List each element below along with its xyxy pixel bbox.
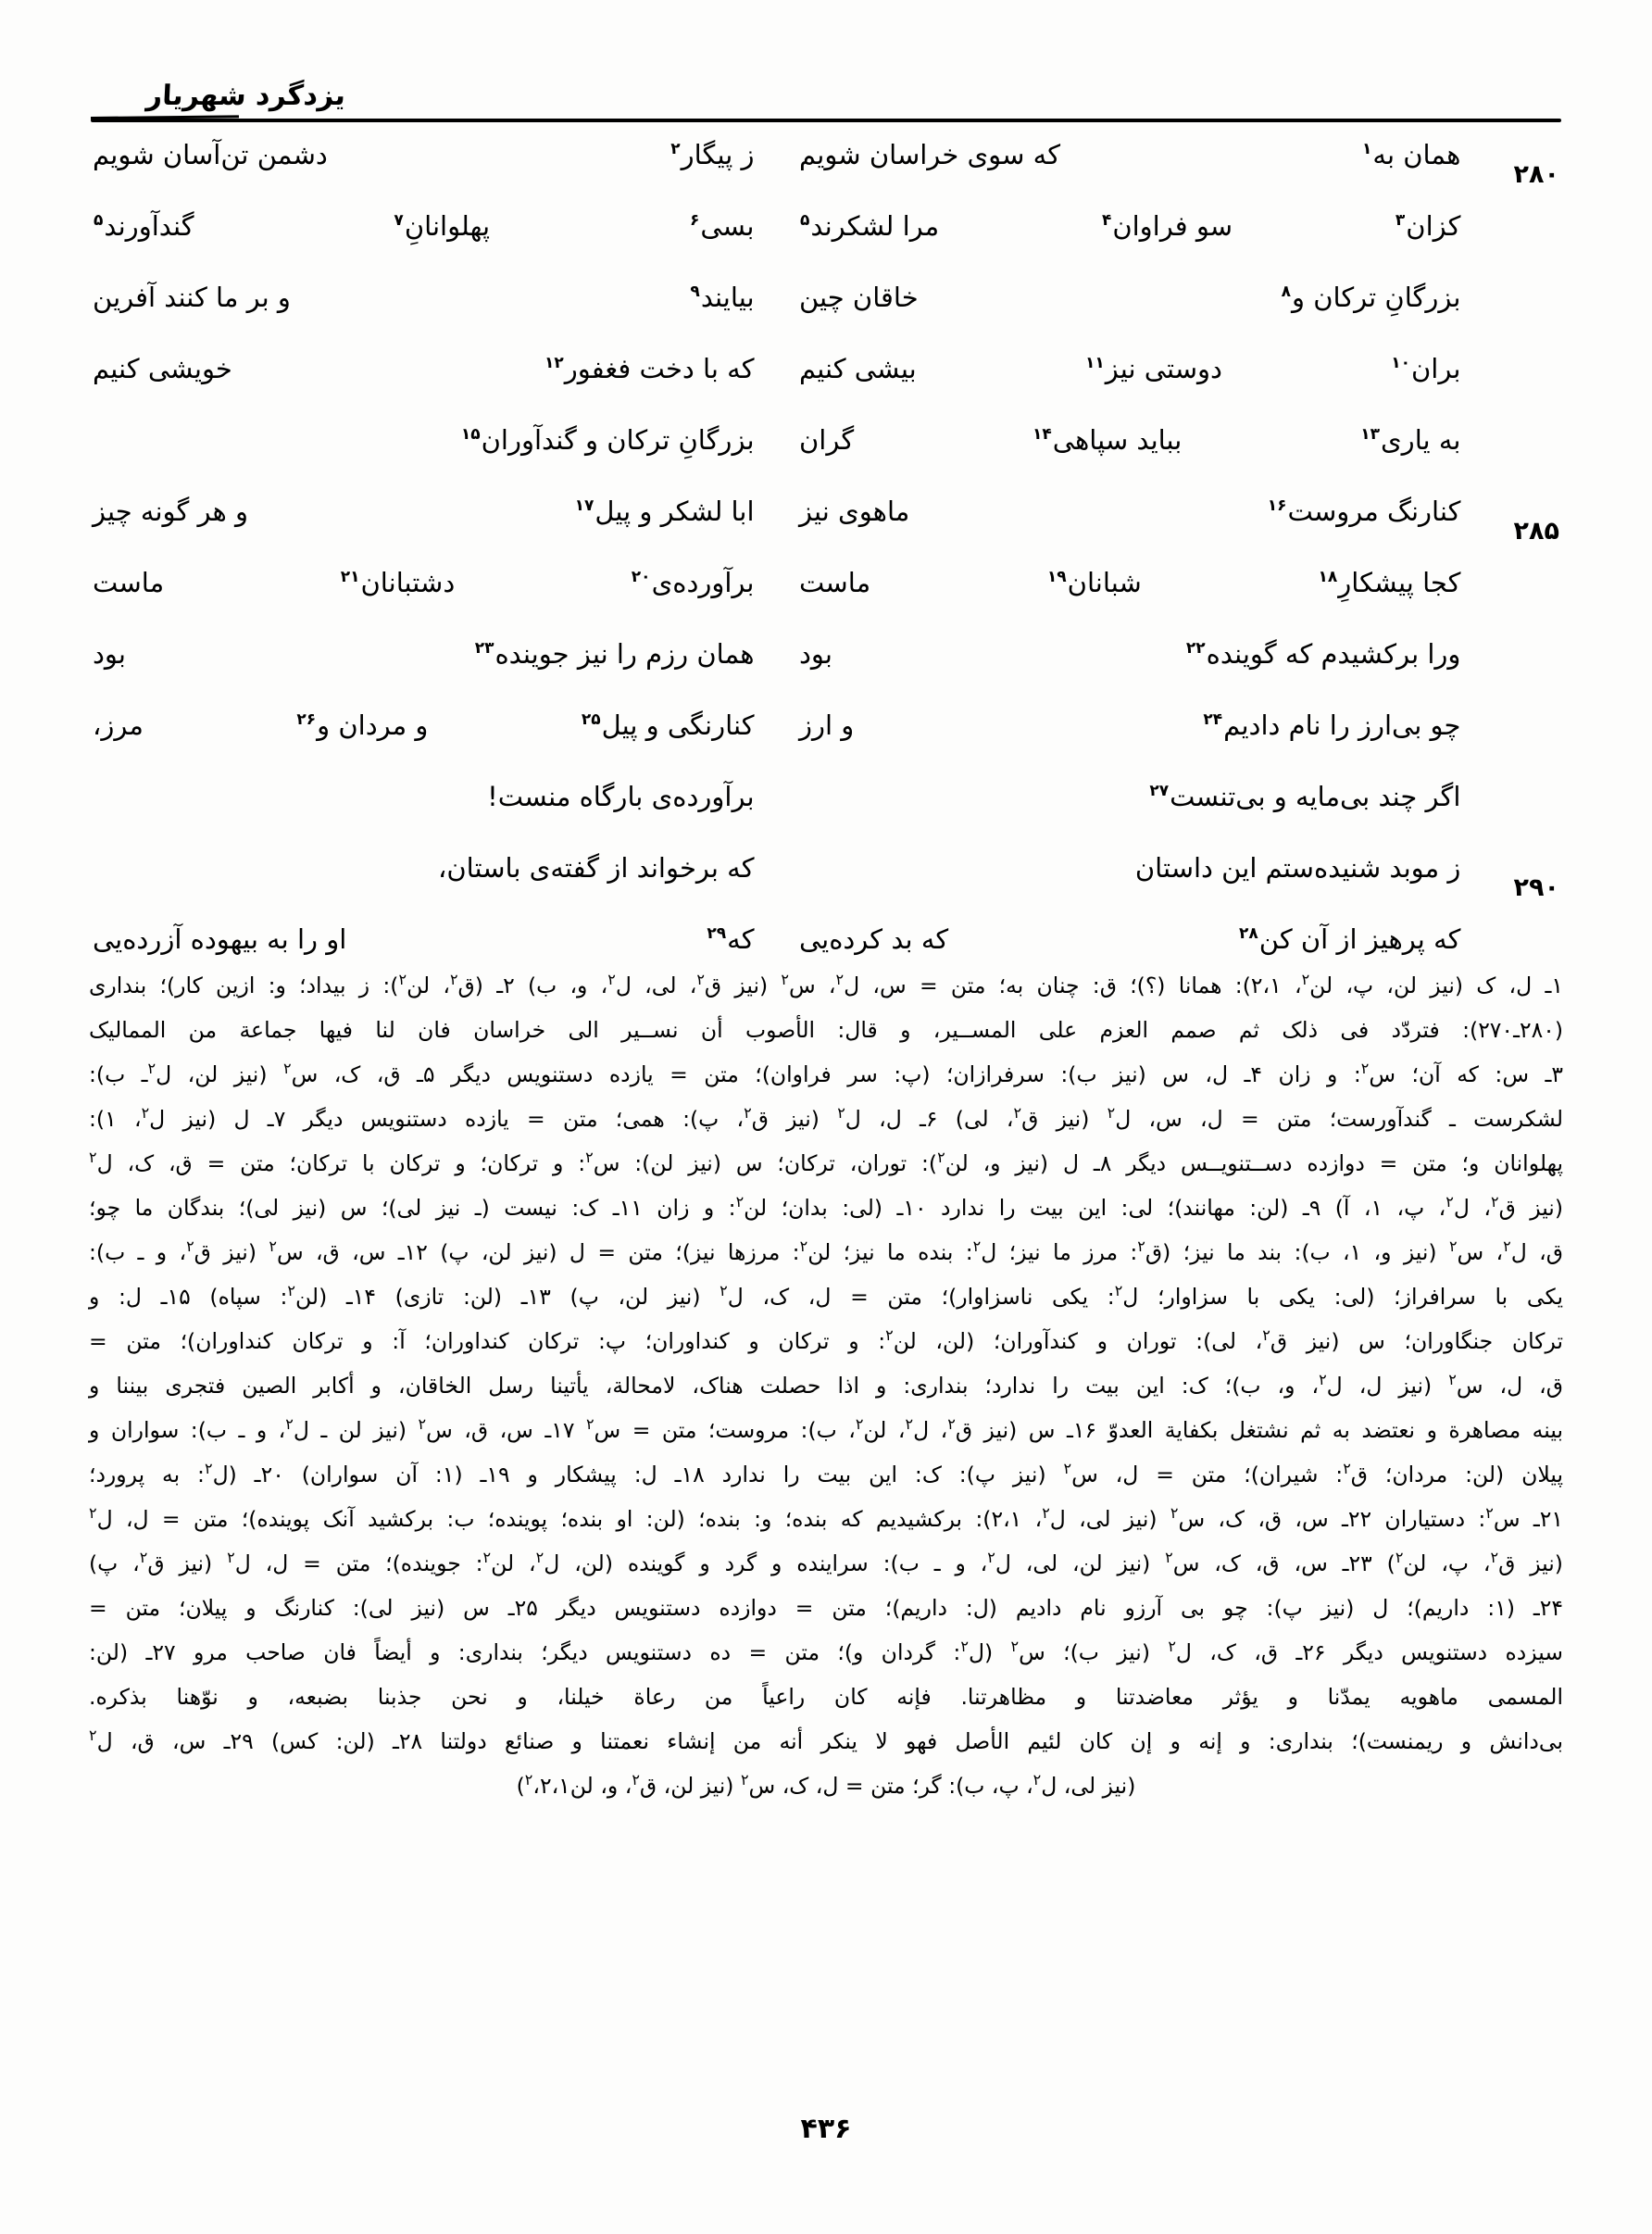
- critical-apparatus: [89, 963, 1563, 1808]
- column-gap: [755, 709, 799, 781]
- hemistich-right: کنارنگ مروست$^{۱۶}$ ماهوی نیز: [798, 496, 1461, 527]
- column-gap: [755, 210, 799, 282]
- apparatus-line: سیزده دستنویس دیگر ۲۶ـ ق، ک، ل$^۲$ (نیز ب)؛ س$^۲$ (ل$^۲$: گردان و)؛ متن = ده دستنویس دیگر؛ بنداری: و أیضاً فان صاحب مرو ۲۷ـ (لن:: [89, 1638, 1563, 1665]
- column-gap: [755, 638, 799, 709]
- apparatus-line: بینه مصاهرة و نعتضد به ثم نشتغل بکفایة العدوّ ۱۶ـ س (نیز ق$^۲$، ل$^۲$، لن$^۲$، ب): مروست؛ متن = س$^۲$ ۱۷ـ س، ق، س$^۲$ (نیز لن ـ ل$^۲$، و ـ ب): سواران و: [89, 1415, 1563, 1443]
- apparatus-line: لشکرست ـ گندآورست؛ متن = ل، س، ل$^۲$ (نیز ق$^۲$، لی) ۶ـ ل، ل$^۲$ (نیز ق$^۲$، پ): همی؛ متن = یازده دستنویس دیگر ۷ـ ل (نیز ل$^۲$، ۱):: [89, 1104, 1563, 1132]
- hemistich-left: که با دخت فغفور$^{۱۲}$ خویشی کنیم: [93, 353, 755, 384]
- apparatus-line: ق، ل$^۲$، س$^۲$ (نیز و، ۱، ب): بند ما نیز؛ (ق$^۲$: مرز ما نیز؛ ل$^۲$: بنده ما نیز؛ لن$^۲$: مرزها نیز)؛ متن = ل (نیز لن، پ) ۱۲ـ س، ق، س$^۲$ (نیز ق$^۲$، و ـ ب):: [89, 1237, 1563, 1265]
- apparatus-line: پیلان (لن: مردان؛ ق$^۲$: شیران)؛ متن = ل، س$^۲$ (نیز پ): ک: این بیت را ندارد ۱۸ـ ل: پیشکار و ۱۹ـ (۱: آن سواران) ۲۰ـ (ل$^۲$: به پرورد؛: [89, 1460, 1563, 1487]
- verse-number: [1460, 424, 1559, 496]
- verse-row: [93, 282, 1559, 353]
- hemistich-right: چو بی‌ارز را نام دادیم$^{۲۴}$ و ارز: [798, 709, 1461, 741]
- verse-row: [93, 781, 1559, 852]
- column-gap: [755, 567, 799, 638]
- folio-number: ۴۳۶: [800, 2113, 852, 2145]
- hemistich-right: ورا برکشیدم که گوینده$^{۲۲}$ بود: [798, 638, 1461, 670]
- verse-row: [93, 496, 1559, 567]
- column-gap: [755, 139, 799, 210]
- apparatus-line: پهلوانان و؛ متن = دوازده دســتنویــس دیگر ۸ـ ل (نیز و، لن$^۲$): توران، ترکان؛ س (نیز لن): س$^۲$: و ترکان؛ و ترکان با ترکان؛ متن = ق، ک، ل$^۲$: [89, 1148, 1563, 1176]
- apparatus-line: بی‌دانش و ریمنست)؛ بنداری: و إنه و إن کان لئیم الأصل فهو لا ینکر أنه من إنشاء نعمتنا و صنائع دولتنا ۲۸ـ (لن: کس) ۲۹ـ س، ق، ل$^۲$: [89, 1726, 1563, 1754]
- column-gap: [755, 496, 799, 567]
- verse-number: [1460, 709, 1559, 781]
- apparatus-line: ۲۴ـ (۱: داریم)؛ ل (نیز پ): چو بی آرزو نام دادیم (ل: داریم)؛ متن = دوازده دستنویس دیگر ۲۵ـ س (نیز لی): کنارنگ و پیلان؛ متن =: [89, 1595, 1563, 1621]
- verse-row: [93, 139, 1559, 210]
- column-gap: [755, 353, 799, 424]
- verse-number: ۲۹۰: [1513, 873, 1559, 902]
- hemistich-left: بیایند$^۹$ و بر ما کنند آفرین: [93, 282, 755, 313]
- running-head-title: یزدگرد شهریار: [145, 80, 346, 112]
- verse-row: [93, 424, 1559, 496]
- hemistich-left: بسی$^۶$ پهلوانانِ$^۷$ گندآورند$^۵$: [94, 210, 755, 242]
- hemistich-right: ز موبد شنیده‌ستم این داستان: [1134, 852, 1461, 884]
- apparatus-line: ترکان جنگاوران؛ س (نیز ق$^۲$، لی): توران و کندآوران؛ (لن، لن$^۲$: و ترکان و کنداوران؛ پ: ترکان کنداوران؛ آ: و ترکان کنداوران)؛ متن =: [89, 1326, 1563, 1354]
- column-gap: [755, 781, 799, 852]
- hemistich-left: برآورده‌ی$^{۲۰}$ دشتبانان$^{۲۱}$ ماست: [93, 567, 755, 598]
- verse-row: [93, 852, 1559, 923]
- hemistich-left: کنارنگی و پیل$^{۲۵}$ و مردان و$^{۲۶}$ مرز،: [93, 709, 755, 741]
- running-head: [102, 80, 1550, 112]
- apparatus-line: ۱ـ ل، ک (نیز لن، پ، لن$^۲$، ۲،۱): همانا (؟)؛ ق: چنان به؛ متن = س، ل$^۲$، س$^۲$ (نیز ق$^۲$، لی، ل$^۲$، و، ب) ۲ـ (ق$^۲$، لن$^۲$): ز بیداد؛ و: ازین کار)؛ بنداری: [89, 971, 1563, 998]
- verse-number: [1460, 781, 1559, 852]
- apparatus-line: (نیز ق$^۲$، پ، لن$^۲$) ۲۳ـ س، ق، ک، س$^۲$ (نیز لن، لی، ل$^۲$، و ـ ب): سراینده و گرد و گوینده (لن، ل$^۲$، لن$^۲$: جوینده)؛ متن = ل، ل$^۲$ (نیز ق$^۲$، پ): [89, 1549, 1563, 1576]
- apparatus-line: (۲۸۰ـ۲۷۰): فتردّد فی ذلک ثم صمم العزم علی المســیر، و قال: الأصوب أن نســیر الی خراسان فان لنا فیها جماعة من الممالیک: [89, 1017, 1563, 1043]
- apparatus-line: المسمی ماهویه یمدّنا و یؤثر معاضدتنا و مظاهرتنا. فإنه کان راعیاً من رعاة خیلنا، و نحن جذبنا بضبعه، و نوّهنا بذکره.: [89, 1684, 1563, 1710]
- hemistich-left: برآورده‌ی بارگاه منست!: [487, 781, 755, 812]
- verse-row: [93, 638, 1559, 709]
- hemistich-right: کزان$^۳$ سو فراوان$^۴$ مرا لشکرند$^۵$: [799, 210, 1461, 242]
- hemistich-right: به یاری$^{۱۳}$ بباید سپاهی$^{۱۴}$ گران: [798, 424, 1461, 456]
- hemistich-right: کجا پیشکارِ$^{۱۸}$ شبانان$^{۱۹}$ ماست: [798, 567, 1461, 598]
- header-rule: [91, 119, 1561, 122]
- hemistich-left: همان رزم را نیز جوینده$^{۲۳}$ بود: [93, 638, 755, 670]
- verse-row: [93, 353, 1559, 424]
- verse-row: [93, 709, 1559, 781]
- verse-number: ۲۸۰: [1513, 160, 1559, 189]
- hemistich-left: ز پیگار$^۲$ دشمن تن‌آسان شویم: [93, 139, 755, 170]
- apparatus-line: یکی با سرافراز؛ (لی: یکی با سزاوار؛ ل$^۲$: یکی ناسزاوار)؛ متن = ل، ک، ل$^۲$ (نیز لن، پ) ۱۳ـ (لن: تازی) ۱۴ـ (لن$^۲$: سپاه) ۱۵ـ ل: و: [89, 1282, 1563, 1310]
- verse-number: [1460, 353, 1559, 424]
- hemistich-left: که$^{۲۹}$ او را به بیهوده آزرده‌یی: [93, 923, 755, 955]
- verse-number: [1460, 638, 1559, 709]
- hemistich-right: بران$^{۱۰}$ دوستی نیز$^{۱۱}$ بیشی کنیم: [798, 353, 1461, 384]
- apparatus-line: ق، ل، س$^۲$ (نیز ل، ل$^۲$، و، ب)؛ ک: این بیت را ندارد؛ بنداری: و اذا حصلت هناک، لامحالة، یأتینا رسل الخاقان، و أکابر الصین فتجری بیننا و: [89, 1371, 1563, 1399]
- hemistich-right: که پرهیز از آن کن$^{۲۸}$ که بد کرده‌یی: [798, 923, 1461, 955]
- verse-row: [93, 210, 1559, 282]
- hemistich-left: بزرگانِ ترکان و گندآوران$^{۱۵}$: [460, 424, 755, 456]
- verse-number: [1460, 567, 1559, 638]
- hemistich-right: بزرگانِ ترکان و$^۸$ خاقان چین: [798, 282, 1461, 313]
- hemistich-right: اگر چند بی‌مایه و بی‌تنست$^{۲۷}$: [1149, 781, 1461, 812]
- verse-number: [1460, 210, 1559, 282]
- hemistich-left: که برخواند از گفته‌ی باستان،: [437, 852, 755, 884]
- hemistich-left: ابا لشکر و پیل$^{۱۷}$ و هر گونه چیز: [93, 496, 755, 527]
- verse-row: [93, 567, 1559, 638]
- column-gap: [755, 282, 799, 353]
- hemistich-right: همان به$^۱$ که سوی خراسان شویم: [798, 139, 1461, 170]
- apparatus-line: (نیز لی، ل$^۲$، پ، ب): گر؛ متن = ل، ک، س$^۲$ (نیز لن، ق$^۲$، و، لن$^۲$،۲،۱): [516, 1771, 1136, 1799]
- apparatus-line: ۳ـ س: که آن؛ س$^۲$: و زان ۴ـ ل، س (نیز ب): سرفرازان؛ (پ: سر فراوان)؛ متن = یازده دستنویس دیگر ۵ـ ق، ک، س$^۲$ (نیز لن، ل$^۲$ـ ب):: [89, 1060, 1563, 1087]
- verse-table: [93, 139, 1559, 995]
- apparatus-line: (نیز ق$^۲$، ل$^۲$، پ، ۱، آ) ۹ـ (لن: مهانند)؛ لی: این بیت را ندارد ۱۰ـ (لی: بدان؛ لن$^۲$: و زان ۱۱ـ ک: نیست (ـ نیز لی)؛ س (نیز لی)؛ بندگان ما چو؛: [89, 1193, 1563, 1221]
- column-gap: [755, 424, 799, 496]
- column-gap: [755, 852, 799, 923]
- verse-block: [93, 139, 1559, 955]
- verse-number: ۲۸۵: [1513, 517, 1559, 546]
- verse-number: [1460, 282, 1559, 353]
- apparatus-line: ۲۱ـ س$^۲$: دستیاران ۲۲ـ س، ق، ک، س$^۲$ (نیز لی، ل$^۲$، ۲،۱): برکشیدیم که بنده؛ و: بنده؛ (لن: او بنده؛ پوینده؛ ب: برکشید آنک پوینده)؛ متن = ل، ل$^۲$: [89, 1504, 1563, 1532]
